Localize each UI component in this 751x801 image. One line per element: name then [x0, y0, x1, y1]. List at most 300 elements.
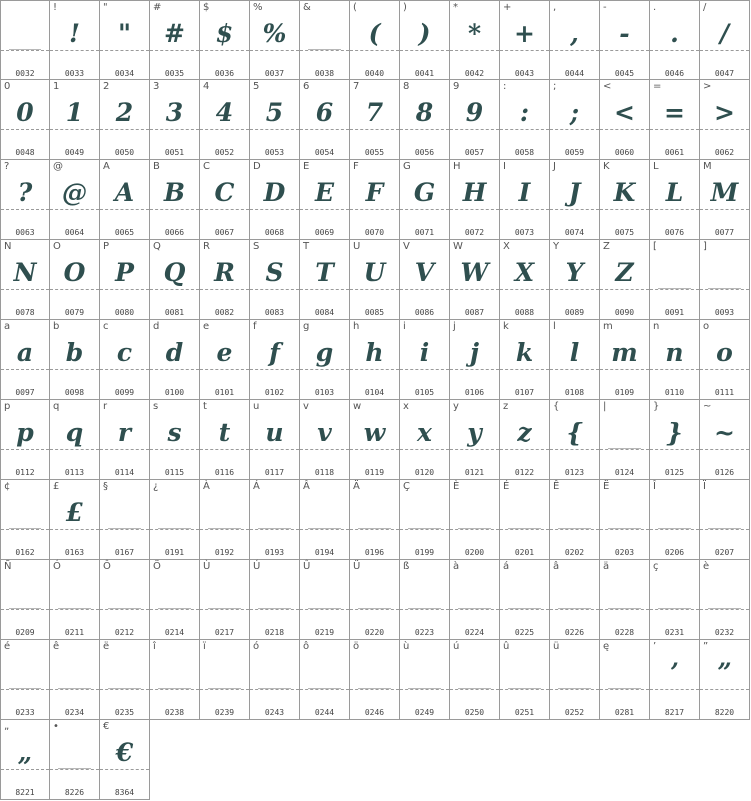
baseline-guide	[600, 529, 649, 530]
code-point-label: 0055	[364, 148, 385, 157]
font-glyph: 1	[65, 98, 84, 127]
code-point-label: 0201	[514, 548, 535, 557]
code-point-label: 0117	[264, 468, 285, 477]
reference-character: 1	[53, 81, 60, 92]
glyph-cell	[400, 640, 450, 720]
reference-character: j	[453, 321, 456, 332]
reference-character: !	[53, 2, 58, 13]
glyph-cell	[400, 320, 450, 400]
reference-character: &	[303, 2, 311, 13]
glyph-cell	[50, 720, 100, 800]
code-point-label: 0042	[464, 69, 485, 78]
code-point-label: 8221	[15, 788, 35, 797]
font-glyph: :	[519, 98, 530, 127]
code-point-label: 0233	[15, 708, 35, 717]
reference-character: 8	[403, 81, 410, 92]
font-glyph: f	[269, 338, 280, 367]
code-point-label: 0243	[264, 708, 285, 717]
reference-character: Ú	[253, 561, 261, 572]
reference-character: E	[303, 161, 310, 172]
reference-character: h	[353, 321, 360, 332]
reference-character: M	[703, 161, 712, 172]
code-point-label: 0122	[514, 468, 535, 477]
code-point-label: 0162	[15, 548, 35, 557]
glyph-cell	[600, 400, 650, 480]
glyph-cell	[400, 80, 450, 160]
baseline-guide	[300, 609, 349, 610]
reference-character: a	[4, 321, 11, 332]
reference-character: n	[653, 321, 660, 332]
code-point-label: 0062	[714, 148, 735, 157]
reference-character: "	[103, 2, 108, 13]
font-glyph: M	[710, 178, 739, 207]
reference-character: J	[553, 161, 556, 172]
code-point-label: 0125	[664, 468, 685, 477]
reference-character: N	[4, 241, 12, 252]
code-point-label: 0086	[414, 308, 435, 317]
glyph-cell	[50, 80, 100, 160]
reference-character: )	[403, 2, 407, 13]
code-point-label: 0244	[314, 708, 335, 717]
code-point-label: 0063	[15, 228, 35, 237]
reference-character: é	[4, 641, 11, 652]
code-point-label: 0100	[164, 388, 185, 397]
code-point-label: 0219	[314, 628, 335, 637]
glyph-cell	[250, 640, 300, 720]
glyph-cell	[250, 400, 300, 480]
glyph-cell	[200, 240, 250, 320]
glyph-cell	[550, 0, 600, 80]
code-point-label: 0059	[564, 148, 585, 157]
code-point-label: 0105	[414, 388, 435, 397]
font-glyph: d	[165, 338, 184, 367]
reference-character: g	[303, 321, 310, 332]
code-point-label: 0211	[64, 628, 85, 637]
font-glyph: v	[317, 418, 332, 447]
glyph-cell	[350, 160, 400, 240]
font-glyph: ,	[570, 19, 579, 48]
font-glyph: 7	[365, 98, 384, 127]
font-glyph: @	[62, 178, 87, 207]
glyph-cell	[50, 480, 100, 560]
font-glyph: ?	[17, 178, 33, 207]
baseline-guide	[250, 529, 299, 530]
code-point-label: 0163	[64, 548, 85, 557]
missing-glyph-marker	[58, 688, 91, 689]
glyph-cell	[650, 560, 700, 640]
glyph-cell	[250, 320, 300, 400]
font-glyph: 2	[115, 98, 134, 127]
glyph-cell	[300, 640, 350, 720]
code-point-label: 0089	[564, 308, 585, 317]
reference-character: 4	[203, 81, 210, 92]
glyph-cell	[100, 480, 150, 560]
code-point-label: 0078	[15, 308, 35, 317]
reference-character: È	[453, 481, 460, 492]
code-point-label: 0077	[714, 228, 735, 237]
reference-character: (	[353, 2, 357, 13]
font-glyph: t	[218, 418, 231, 447]
code-point-label: 0037	[264, 69, 285, 78]
glyph-cell	[50, 240, 100, 320]
font-glyph: J	[568, 178, 581, 207]
missing-glyph-marker	[408, 608, 441, 609]
glyph-cell	[200, 160, 250, 240]
reference-character: Ö	[153, 561, 161, 572]
glyph-cell	[550, 320, 600, 400]
glyph-cell	[200, 640, 250, 720]
glyph-cell	[400, 560, 450, 640]
glyph-cell	[350, 480, 400, 560]
reference-character: 0	[4, 81, 11, 92]
code-point-label: 0106	[464, 388, 485, 397]
glyph-cell	[350, 240, 400, 320]
baseline-guide	[150, 609, 199, 610]
reference-character: A	[103, 161, 110, 172]
font-glyph: k	[515, 338, 534, 367]
font-glyph: <	[614, 98, 635, 127]
font-glyph: 4	[215, 98, 234, 127]
reference-character: L	[653, 161, 659, 172]
glyph-cell	[250, 240, 300, 320]
code-point-label: 0082	[214, 308, 235, 317]
reference-character: Î	[653, 481, 656, 492]
font-glyph: I	[518, 178, 531, 207]
glyph-cell	[0, 80, 50, 160]
glyph-cell	[150, 560, 200, 640]
code-point-label: 0066	[164, 228, 185, 237]
missing-glyph-marker	[708, 528, 741, 529]
baseline-guide	[350, 529, 399, 530]
reference-character: P	[103, 241, 110, 252]
glyph-cell	[0, 480, 50, 560]
reference-character: ô	[303, 641, 310, 652]
code-point-label: 0119	[364, 468, 385, 477]
code-point-label: 0091	[664, 308, 685, 317]
glyph-cell	[300, 400, 350, 480]
glyph-cell	[50, 160, 100, 240]
glyph-cell	[550, 560, 600, 640]
baseline-guide	[400, 609, 449, 610]
code-point-label: 0054	[314, 148, 335, 157]
glyph-cell	[600, 80, 650, 160]
font-glyph: l	[569, 338, 580, 367]
baseline-guide	[1, 689, 49, 690]
reference-character: ê	[53, 641, 60, 652]
code-point-label: 0049	[64, 148, 85, 157]
glyph-cell	[0, 640, 50, 720]
missing-glyph-marker	[158, 688, 191, 689]
glyph-cell	[200, 320, 250, 400]
glyph-cell	[300, 480, 350, 560]
font-glyph: y	[467, 418, 482, 447]
glyph-cell	[150, 320, 200, 400]
glyph-cell	[700, 160, 750, 240]
glyph-cell	[250, 560, 300, 640]
font-glyph: €	[115, 738, 134, 767]
code-point-label: 0064	[64, 228, 85, 237]
baseline-guide	[500, 529, 549, 530]
missing-glyph-marker	[658, 288, 691, 289]
glyph-cell	[500, 320, 550, 400]
reference-character: ¿	[153, 481, 159, 492]
reference-character: Ó	[53, 561, 61, 572]
missing-glyph-marker	[558, 688, 591, 689]
reference-character: Ñ	[4, 561, 12, 572]
font-glyph: E	[314, 178, 335, 207]
reference-character: •	[53, 721, 59, 732]
code-point-label: 0038	[314, 69, 335, 78]
glyph-cell	[450, 160, 500, 240]
font-glyph: %	[262, 19, 287, 48]
missing-glyph-marker	[408, 528, 441, 529]
code-point-label: 0050	[114, 148, 135, 157]
missing-glyph-marker	[608, 448, 641, 449]
code-point-label: 0034	[114, 69, 135, 78]
baseline-guide	[50, 769, 99, 770]
glyph-cell	[400, 160, 450, 240]
font-glyph: $	[215, 19, 234, 48]
code-point-label: 0252	[564, 708, 585, 717]
reference-character: €	[103, 721, 110, 732]
font-glyph: 8	[415, 98, 434, 127]
glyph-cell	[500, 480, 550, 560]
code-point-label: 0087	[464, 308, 485, 317]
glyph-cell	[350, 0, 400, 80]
missing-glyph-marker	[408, 688, 441, 689]
glyph-cell	[650, 400, 700, 480]
glyph-cell	[550, 400, 600, 480]
reference-character: ü	[553, 641, 560, 652]
code-point-label: 0060	[614, 148, 635, 157]
code-point-label: 0200	[464, 548, 485, 557]
code-point-label: 0032	[15, 69, 35, 78]
reference-character: .	[653, 2, 657, 13]
code-point-label: 0113	[64, 468, 85, 477]
code-point-label: 0223	[414, 628, 435, 637]
glyph-cell	[50, 400, 100, 480]
missing-glyph-marker	[558, 528, 591, 529]
code-point-label: 0070	[364, 228, 385, 237]
reference-character: $	[203, 2, 210, 13]
glyph-cell	[450, 480, 500, 560]
missing-glyph-marker	[258, 688, 291, 689]
reference-character: Â	[303, 481, 310, 492]
glyph-cell	[50, 640, 100, 720]
code-point-label: 0111	[714, 388, 735, 397]
glyph-cell	[100, 640, 150, 720]
missing-glyph-marker	[458, 608, 491, 609]
missing-glyph-marker	[608, 608, 641, 609]
missing-glyph-marker	[358, 688, 391, 689]
reference-character: =	[653, 81, 662, 92]
reference-character: k	[503, 321, 509, 332]
reference-character: W	[453, 241, 463, 252]
code-point-label: 0051	[164, 148, 185, 157]
missing-glyph-marker	[708, 608, 741, 609]
baseline-guide	[450, 689, 499, 690]
font-glyph: ’	[670, 658, 679, 687]
reference-character: >	[703, 81, 712, 92]
code-point-label: 0061	[664, 148, 685, 157]
code-point-label: 0209	[15, 628, 35, 637]
missing-glyph-marker	[608, 528, 641, 529]
glyph-cell	[450, 240, 500, 320]
font-glyph: e	[216, 338, 233, 367]
reference-character: t	[203, 401, 207, 412]
reference-character: C	[203, 161, 210, 172]
font-glyph: /	[719, 19, 730, 48]
reference-character: b	[53, 321, 60, 332]
reference-character: ú	[453, 641, 460, 652]
code-point-label: 0110	[664, 388, 685, 397]
glyph-cell	[550, 80, 600, 160]
reference-character: Ü	[353, 561, 361, 572]
glyph-cell	[150, 400, 200, 480]
glyph-cell	[350, 640, 400, 720]
code-point-label: 0075	[614, 228, 635, 237]
baseline-guide	[200, 529, 249, 530]
baseline-guide	[550, 529, 599, 530]
reference-character: Ë	[603, 481, 610, 492]
code-point-label: 8364	[114, 788, 135, 797]
glyph-cell	[500, 80, 550, 160]
glyph-cell	[500, 160, 550, 240]
reference-character: è	[703, 561, 710, 572]
font-glyph: K	[613, 178, 636, 207]
code-point-label: 0068	[264, 228, 285, 237]
code-point-label: 0115	[164, 468, 185, 477]
font-glyph: {	[566, 418, 583, 447]
glyph-cell	[300, 80, 350, 160]
glyph-cell	[250, 480, 300, 560]
reference-character: Z	[603, 241, 610, 252]
glyph-cell	[600, 560, 650, 640]
font-glyph: o	[716, 338, 733, 367]
reference-character: á	[503, 561, 510, 572]
reference-character: „	[4, 721, 10, 732]
code-point-label: 0052	[214, 148, 235, 157]
code-point-label: 0191	[164, 548, 185, 557]
baseline-guide	[600, 449, 649, 450]
font-glyph: .	[670, 19, 679, 48]
reference-character: û	[503, 641, 510, 652]
missing-glyph-marker	[458, 688, 491, 689]
reference-character: S	[253, 241, 260, 252]
glyph-cell	[450, 400, 500, 480]
glyph-cell	[0, 160, 50, 240]
font-glyph: T	[315, 258, 334, 287]
reference-character: :	[503, 81, 507, 92]
reference-character: ,	[553, 2, 557, 13]
glyph-cell	[100, 160, 150, 240]
reference-character: F	[353, 161, 359, 172]
glyph-cell	[350, 80, 400, 160]
baseline-guide	[650, 289, 699, 290]
glyph-cell	[200, 480, 250, 560]
code-point-label: 0192	[214, 548, 235, 557]
glyph-cell	[0, 320, 50, 400]
glyph-cell	[650, 480, 700, 560]
glyph-cell	[0, 0, 50, 80]
code-point-label: 0246	[364, 708, 385, 717]
reference-character: o	[703, 321, 710, 332]
glyph-cell	[150, 80, 200, 160]
reference-character: ä	[603, 561, 610, 572]
missing-glyph-marker	[9, 49, 41, 50]
baseline-guide	[550, 689, 599, 690]
reference-character: ~	[703, 401, 712, 412]
font-glyph: b	[65, 338, 84, 367]
reference-character: *	[453, 2, 458, 13]
glyph-cell	[300, 160, 350, 240]
font-glyph: 9	[465, 98, 484, 127]
glyph-cell	[150, 640, 200, 720]
font-glyph: £	[65, 498, 84, 527]
glyph-cell	[600, 0, 650, 80]
reference-character: ç	[653, 561, 659, 572]
glyph-cell	[50, 560, 100, 640]
reference-character: ó	[253, 641, 260, 652]
missing-glyph-marker	[358, 528, 391, 529]
font-glyph: C	[214, 178, 235, 207]
font-glyph: 3	[165, 98, 184, 127]
font-glyph: >	[714, 98, 735, 127]
code-point-label: 0102	[264, 388, 285, 397]
glyph-cell	[250, 160, 300, 240]
reference-character: É	[503, 481, 510, 492]
reference-character: T	[303, 241, 310, 252]
code-point-label: 0057	[464, 148, 485, 157]
reference-character: Ï	[703, 481, 706, 492]
font-glyph: X	[514, 258, 535, 287]
code-point-label: 0235	[114, 708, 135, 717]
code-point-label: 0224	[464, 628, 485, 637]
code-point-label: 0090	[614, 308, 635, 317]
reference-character: f	[253, 321, 257, 332]
reference-character: Ç	[403, 481, 410, 492]
font-glyph: P	[115, 258, 134, 287]
font-glyph: w	[363, 418, 386, 447]
glyph-cell	[700, 560, 750, 640]
baseline-guide	[500, 689, 549, 690]
code-point-label: 0081	[164, 308, 185, 317]
code-point-label: 0071	[414, 228, 435, 237]
missing-glyph-marker	[9, 608, 41, 609]
reference-character: â	[553, 561, 560, 572]
baseline-guide	[700, 529, 749, 530]
reference-character: 6	[303, 81, 310, 92]
reference-character: %	[253, 2, 263, 13]
font-glyph: "	[117, 19, 132, 48]
code-point-label: 0193	[264, 548, 285, 557]
code-point-label: 0036	[214, 69, 235, 78]
glyph-cell	[100, 320, 150, 400]
code-point-label: 0220	[364, 628, 385, 637]
font-glyph: F	[365, 178, 384, 207]
code-point-label: 0206	[664, 548, 685, 557]
baseline-guide	[200, 609, 249, 610]
reference-character: Ê	[553, 481, 560, 492]
glyph-cell	[100, 0, 150, 80]
font-glyph: a	[16, 338, 34, 367]
reference-character: À	[203, 481, 210, 492]
reference-character: z	[503, 401, 509, 412]
missing-glyph-marker	[158, 608, 191, 609]
code-point-label: 0069	[314, 228, 335, 237]
missing-glyph-marker	[308, 528, 341, 529]
reference-character: p	[4, 401, 11, 412]
